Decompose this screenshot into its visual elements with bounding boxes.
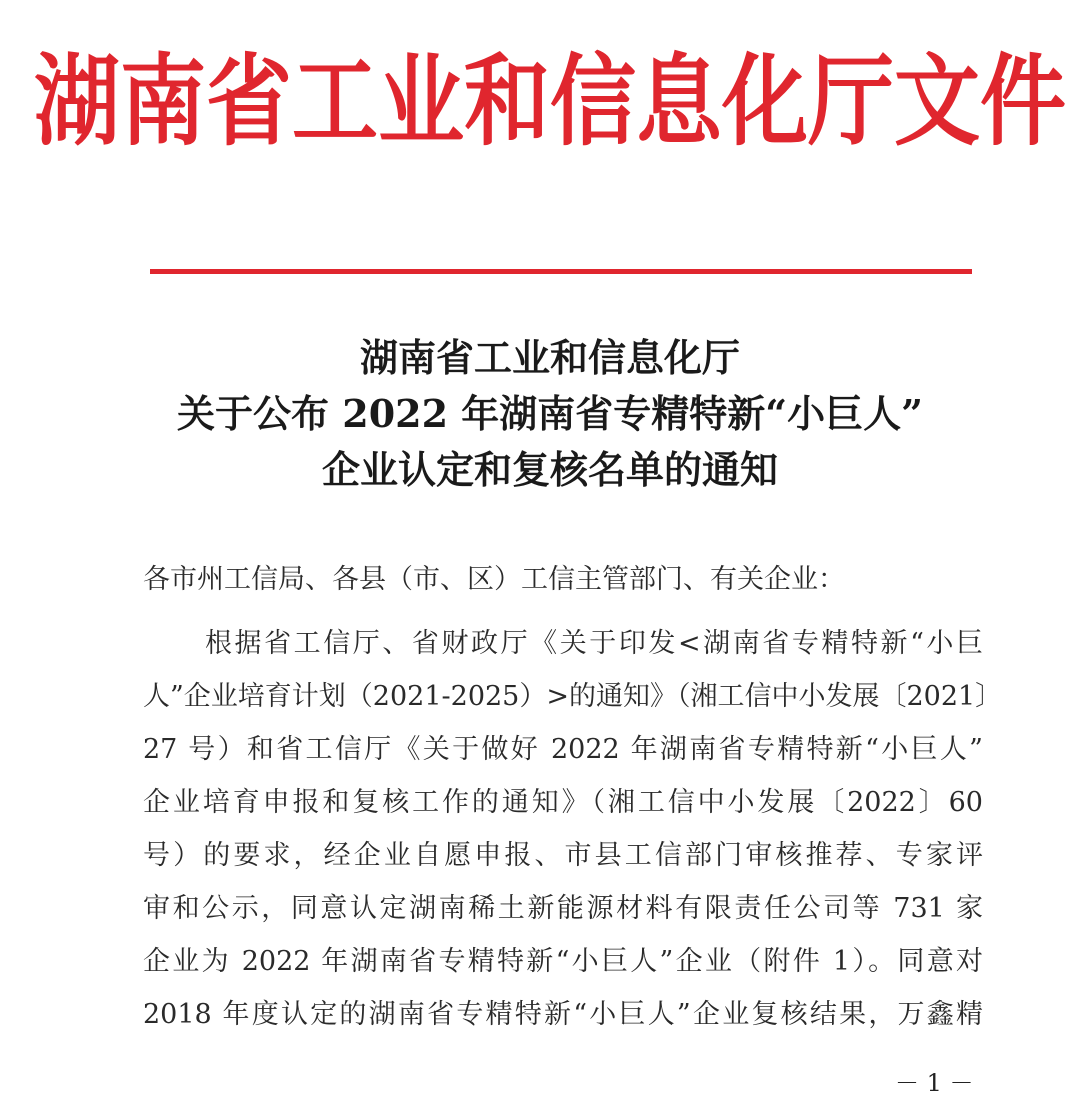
body-line-4: 企业培育申报和复核工作的通知》（湘工信中小发展〔2022〕60 — [143, 787, 983, 818]
document-title — [120, 330, 980, 498]
addressee-line: 各市州工信局、各县（市、区）工信主管部门、有关企业： — [143, 564, 845, 595]
document-masthead: 湖南省工业和信息化厅文件 — [34, 44, 1066, 160]
body-line-6: 审和公示，同意认定湖南稀土新能源材料有限责任公司等 731 家 — [143, 893, 983, 924]
body-line-2: 人”企业培育计划（2021-2025）>的通知》（湘工信中小发展〔2021〕 — [143, 681, 1003, 712]
body-line-8: 2018 年度认定的湖南省专精特新“小巨人”企业复核结果，万鑫精 — [143, 999, 983, 1030]
title-line-1: 湖南省工业和信息化厅 — [359, 335, 740, 380]
title-line-3: 企业认定和复核名单的通知 — [321, 447, 778, 492]
red-divider-line — [150, 269, 972, 274]
title-line-2: 关于公布 2022 年湖南省专精特新“小巨人” — [177, 391, 923, 436]
body-line-7: 企业为 2022 年湖南省专精特新“小巨人”企业（附件 1）。同意对 — [143, 946, 983, 977]
body-paragraph — [143, 617, 1003, 1041]
body-line-1: 根据省工信厅、省财政厅《关于印发<湖南省专精特新“小巨 — [205, 628, 983, 659]
body-line-3: 27 号）和省工信厅《关于做好 2022 年湖南省专精特新“小巨人” — [143, 734, 983, 765]
page-number: － 1 － — [895, 1069, 974, 1097]
body-line-5: 号）的要求，经企业自愿申报、市县工信部门审核推荐、专家评 — [143, 840, 983, 871]
